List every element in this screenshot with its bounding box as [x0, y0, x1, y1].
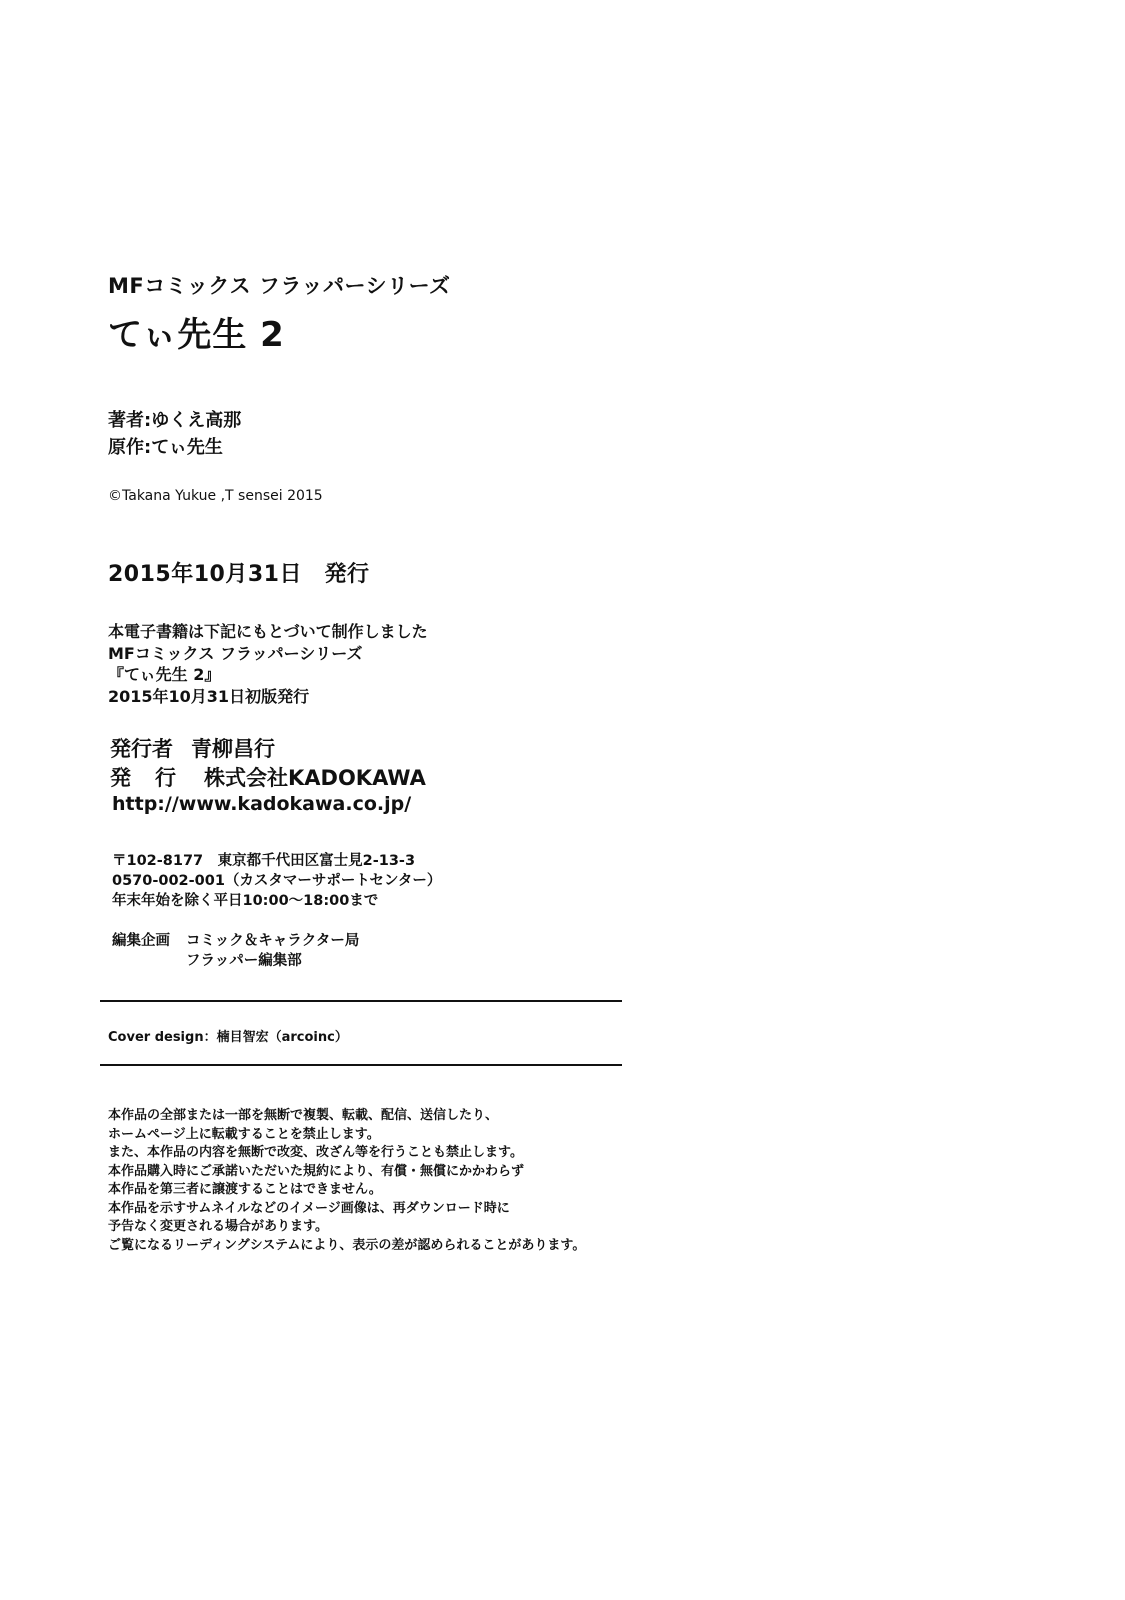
hours-line: 年末年始を除く平日10:00～18:00まで [112, 893, 379, 909]
credit-separator: : [144, 410, 152, 431]
publisher-name: 株式会社KADOKAWA [204, 766, 426, 790]
divider-top [100, 1000, 622, 1002]
legal-notes [108, 1107, 585, 1255]
issuer-row [110, 733, 275, 763]
credit-label: 原作 [108, 437, 144, 458]
editing-department: コミック＆キャラクター局 [186, 933, 360, 949]
issuer-label: 発行者 [110, 737, 173, 761]
series-name: MFコミックス フラッパーシリーズ [108, 274, 451, 298]
publication-date: 2015年10月31日 発行 [108, 562, 370, 587]
publisher-url-link[interactable]: http://www.kadokawa.co.jp/ [112, 793, 412, 815]
note-line: 本作品を第三者に譲渡することはできません。 [108, 1182, 382, 1197]
original-work-credit [108, 433, 223, 459]
credit-separator: : [144, 437, 152, 458]
issuer-name: 青柳昌行 [191, 737, 275, 761]
publisher-row [110, 762, 426, 792]
basis-line: 『てぃ先生 2』 [108, 665, 221, 684]
basis-line: 本電子書籍は下記にもとづいて制作しました [108, 622, 428, 641]
note-line: ホームページ上に転載することを禁止します。 [108, 1126, 380, 1142]
note-line: 予告なく変更される場合があります。 [108, 1219, 328, 1234]
note-line: また、本作品の内容を無断で改変、改ざん等を行うことも禁止します。 [108, 1145, 523, 1160]
credit-value: ゆくえ高那 [151, 410, 242, 431]
editing-label: 編集企画 [112, 933, 170, 949]
cover-design-credit: Cover design：楠目智宏（arcoinc） [108, 1030, 348, 1045]
publisher-label: 発行 [110, 766, 200, 790]
divider-bottom [100, 1064, 622, 1066]
basis-line: MFコミックス フラッパーシリーズ [108, 644, 363, 663]
copyright-line: ©Takana Yukue ,T sensei 2015 [108, 488, 323, 504]
support-line: 0570-002-001（カスタマーサポートセンター） [112, 873, 442, 889]
note-line: 本作品を示すサムネイルなどのイメージ画像は、再ダウンロード時に [108, 1200, 510, 1216]
book-title: てぃ先生 2 [108, 315, 285, 355]
credit-value: てぃ先生 [151, 437, 223, 458]
note-line: 本作品購入時にご承諾いただいた規約により、有償・無償にかかわらず [108, 1163, 525, 1179]
editing-department: フラッパー編集部 [186, 953, 302, 969]
note-line: ご覧になるリーディングシステムにより、表示の差が認められることがあります。 [108, 1237, 586, 1253]
credit-label: 著者 [108, 410, 144, 431]
note-line: 本作品の全部または一部を無断で複製、転載、配信、送信したり、 [108, 1108, 499, 1123]
basis-line: 2015年10月31日初版発行 [108, 687, 310, 706]
address-line: 〒102-8177 東京都千代田区富士見2-13-3 [112, 853, 416, 869]
author-credit [108, 406, 241, 432]
